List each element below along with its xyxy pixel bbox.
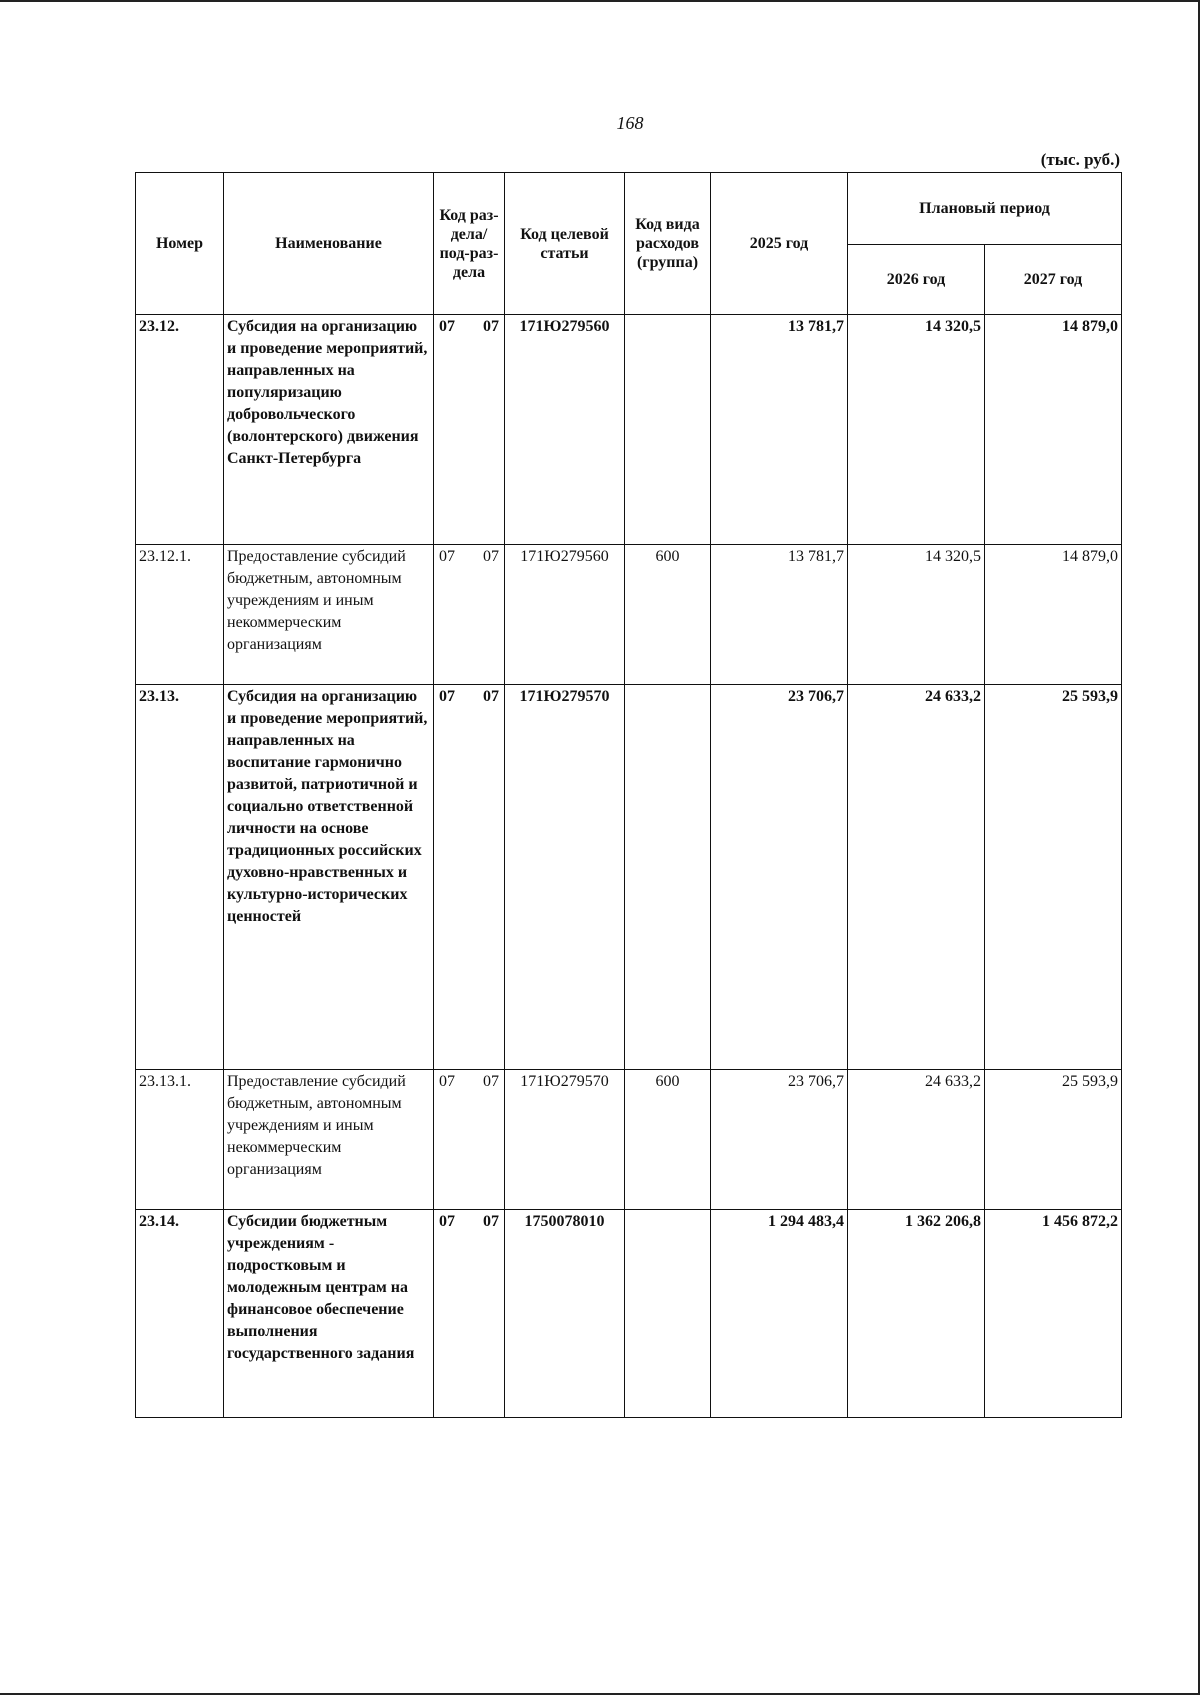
row-amount-2026: 14 320,5 (848, 315, 985, 545)
header-year-2027: 2027 год (985, 245, 1122, 315)
row-number: 23.13.1. (136, 1070, 224, 1210)
subsection-code: 07 (483, 1073, 499, 1090)
row-target-code: 171Ю279570 (505, 685, 625, 1070)
row-amount-2026: 1 362 206,8 (848, 1210, 985, 1418)
header-year-2026: 2026 год (848, 245, 985, 315)
header-target-code: Код целевой статьи (505, 173, 625, 315)
section-code: 07 (439, 548, 455, 565)
row-number: 23.14. (136, 1210, 224, 1418)
units-label: (тыс. руб.) (1040, 150, 1120, 169)
section-code: 07 (439, 688, 455, 705)
row-amount-2027: 25 593,9 (985, 1070, 1122, 1210)
section-code-pair (437, 546, 501, 568)
row-amount-2025: 23 706,7 (711, 1070, 848, 1210)
table-row (136, 315, 1122, 545)
budget-table (135, 172, 1122, 1418)
row-amount-2027: 25 593,9 (985, 685, 1122, 1070)
section-code: 07 (439, 318, 455, 335)
row-amount-2025: 1 294 483,4 (711, 1210, 848, 1418)
row-section-code (434, 315, 505, 545)
row-target-code: 171Ю279560 (505, 545, 625, 685)
row-name: Предоставление субсидий бюджетным, автономным учреждениям и иным некоммерческим организациям (224, 545, 434, 685)
row-target-code: 171Ю279560 (505, 315, 625, 545)
header-section-code-text: Код раз-дела/ под-раз-дела (439, 206, 499, 281)
section-code: 07 (439, 1073, 455, 1090)
table-row (136, 545, 1122, 685)
row-amount-2025: 13 781,7 (711, 545, 848, 685)
row-name: Субсидия на организацию и проведение мероприятий, направленных на популяризацию добровольческого (волонтерского) движения Санкт-Петербурга (224, 315, 434, 545)
table-body (136, 315, 1122, 1418)
header-expense-type: Код вида расходов (группа) (625, 173, 711, 315)
subsection-code: 07 (483, 688, 499, 705)
row-section-code (434, 1210, 505, 1418)
row-expense-type: 600 (625, 1070, 711, 1210)
row-amount-2025: 13 781,7 (711, 315, 848, 545)
row-expense-type (625, 315, 711, 545)
row-expense-type: 600 (625, 545, 711, 685)
row-target-code: 1750078010 (505, 1210, 625, 1418)
row-number: 23.12.1. (136, 545, 224, 685)
subsection-code: 07 (483, 548, 499, 565)
header-number: Номер (136, 173, 224, 315)
row-amount-2026: 14 320,5 (848, 545, 985, 685)
header-planned-period: Плановый период (848, 173, 1122, 245)
section-code-pair (437, 1071, 501, 1093)
subsection-code: 07 (483, 1213, 499, 1230)
section-code: 07 (439, 1213, 455, 1230)
section-code-pair (437, 1211, 501, 1233)
table-row (136, 1070, 1122, 1210)
row-amount-2025: 23 706,7 (711, 685, 848, 1070)
scan-border-top (0, 0, 1200, 2)
row-number: 23.13. (136, 685, 224, 1070)
row-amount-2027: 14 879,0 (985, 545, 1122, 685)
row-target-code: 171Ю279570 (505, 1070, 625, 1210)
header-section-code (434, 173, 505, 315)
row-amount-2027: 1 456 872,2 (985, 1210, 1122, 1418)
row-number: 23.12. (136, 315, 224, 545)
row-section-code (434, 685, 505, 1070)
table-row (136, 1210, 1122, 1418)
subsection-code: 07 (483, 318, 499, 335)
row-section-code (434, 1070, 505, 1210)
row-amount-2026: 24 633,2 (848, 685, 985, 1070)
row-amount-2027: 14 879,0 (985, 315, 1122, 545)
page-number: 168 (616, 113, 644, 133)
header-year-2025: 2025 год (711, 173, 848, 315)
section-code-pair (437, 316, 501, 338)
row-section-code (434, 545, 505, 685)
row-amount-2026: 24 633,2 (848, 1070, 985, 1210)
row-expense-type (625, 1210, 711, 1418)
row-expense-type (625, 685, 711, 1070)
table-row (136, 685, 1122, 1070)
row-name: Субсидии бюджетным учреждениям - подростковым и молодежным центрам на финансовое обеспечение выполнения государственного задания (224, 1210, 434, 1418)
section-code-pair (437, 686, 501, 708)
row-name: Субсидия на организацию и проведение мероприятий, направленных на воспитание гармонично развитой, патриотичной и социально ответственной личности на основе традиционных российских духовно-нравственных и культурно-исторических ценностей (224, 685, 434, 1070)
header-name: Наименование (224, 173, 434, 315)
row-name: Предоставление субсидий бюджетным, автономным учреждениям и иным некоммерческим организациям (224, 1070, 434, 1210)
